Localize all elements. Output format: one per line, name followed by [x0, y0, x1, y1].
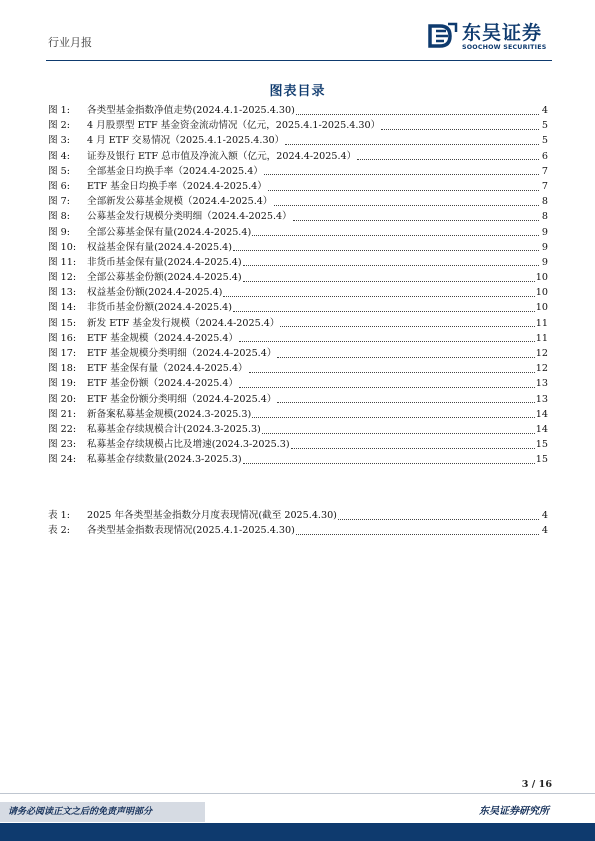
dot-leader	[239, 334, 535, 342]
table-title: 2025 年各类型基金指数分月度表现情况(截至 2025.4.30)	[87, 510, 337, 521]
figure-label: 图 23:	[48, 439, 77, 451]
dot-leader	[277, 395, 534, 403]
figure-page-number: 11	[535, 332, 548, 344]
dot-leader	[268, 183, 539, 191]
figure-label: 图 9:	[48, 226, 70, 238]
figure-entry[interactable]	[48, 194, 548, 209]
table-title: 各类型基金指数表现情况(2025.4.1-2025.4.30)	[87, 525, 295, 537]
figure-entry[interactable]	[48, 392, 548, 407]
figure-page-number: 4	[541, 105, 548, 116]
figure-entry[interactable]	[48, 118, 548, 133]
table-list	[48, 508, 548, 538]
dot-leader	[296, 107, 539, 115]
dot-leader	[293, 213, 539, 221]
figure-page-number: 7	[541, 180, 548, 192]
table-page-number: 4	[541, 525, 548, 537]
dot-leader	[239, 380, 535, 388]
figure-page-number: 15	[535, 454, 548, 466]
table-label: 表 1:	[48, 510, 70, 521]
figure-title: 非货币基金份额(2024.4-2025.4)	[87, 302, 233, 314]
disclaimer-notice: 请务必阅读正文之后的免责声明部分	[0, 802, 205, 822]
figure-page-number: 6	[541, 150, 548, 162]
figure-entry[interactable]	[48, 255, 548, 270]
figure-label: 图 14:	[48, 302, 77, 314]
figure-entry[interactable]	[48, 346, 548, 361]
figure-page-number: 13	[535, 378, 548, 390]
table-page-number: 4	[541, 510, 548, 521]
figure-entry[interactable]	[48, 225, 548, 240]
figure-page-number: 5	[541, 120, 548, 132]
figure-label: 图 16:	[48, 332, 77, 344]
figure-title: 权益基金保有量(2024.4-2025.4)	[87, 241, 233, 253]
figure-entry[interactable]	[48, 179, 548, 194]
report-category: 行业月报	[48, 36, 92, 49]
table-label: 表 2:	[48, 525, 70, 537]
figure-label: 图 4:	[48, 150, 70, 162]
figure-title: 私募基金存续数量(2024.3-2025.3)	[87, 454, 242, 466]
figure-entry[interactable]	[48, 240, 548, 255]
figure-page-number: 10	[535, 302, 548, 314]
header-divider	[46, 60, 552, 61]
figure-page-number: 12	[535, 348, 548, 359]
figure-page-number: 9	[541, 241, 548, 253]
dot-leader	[381, 122, 539, 130]
figure-label: 图 21:	[48, 408, 77, 420]
figure-entry[interactable]	[48, 452, 548, 467]
company-logo	[426, 18, 566, 58]
figure-entry[interactable]	[48, 437, 548, 452]
figure-label: 图 3:	[48, 135, 70, 147]
logo-chinese-name: 东吴证券	[462, 22, 543, 44]
figure-page-number: 9	[541, 226, 548, 238]
dot-leader	[252, 410, 535, 418]
figure-title: 证券及银行 ETF 总市值及净流入额（亿元，2024.4-2025.4）	[87, 150, 357, 162]
dot-leader	[252, 228, 539, 236]
institute-name: 东吴证券研究所	[479, 806, 549, 817]
figure-label: 图 2:	[48, 120, 70, 132]
figure-entry[interactable]	[48, 164, 548, 179]
dot-leader	[249, 365, 535, 373]
figure-title: 新备案私募基金规模(2024.3-2025.3)	[87, 408, 252, 420]
dot-leader	[338, 512, 539, 520]
figure-title: ETF 基金规模（2024.4-2025.4）	[87, 332, 239, 344]
figure-label: 图 20:	[48, 393, 77, 405]
logo-mark-icon	[426, 20, 458, 52]
figure-title: ETF 基金规模分类明细（2024.4-2025.4）	[87, 348, 277, 359]
figure-entry[interactable]	[48, 422, 548, 437]
logo-english-name: SOOCHOW SECURITIES	[462, 44, 547, 51]
figure-title: 全部公募基金份额(2024.4-2025.4)	[87, 272, 242, 284]
figure-title: ETF 基金保有量（2024.4-2025.4）	[87, 363, 248, 375]
figure-label: 图 22:	[48, 423, 77, 435]
figure-entry[interactable]	[48, 300, 548, 315]
figure-title: 私募基金存续规模占比及增速(2024.3-2025.3)	[87, 439, 290, 451]
figure-page-number: 8	[541, 211, 548, 223]
page-number: 3 / 16	[521, 779, 552, 790]
figure-entry[interactable]	[48, 285, 548, 300]
figure-page-number: 14	[535, 423, 548, 435]
figure-page-number: 14	[535, 408, 548, 420]
figure-title: 4 月股票型 ETF 基金资金流动情况（亿元，2025.4.1-2025.4.30）	[87, 120, 381, 132]
figure-entry[interactable]	[48, 376, 548, 391]
figure-page-number: 9	[541, 256, 548, 268]
figure-label: 图 10:	[48, 241, 77, 253]
toc-title: 图表目录	[269, 84, 326, 99]
figure-title: 新发 ETF 基金发行规模（2024.4-2025.4）	[87, 317, 280, 329]
dot-leader	[223, 289, 534, 297]
figure-label: 图 19:	[48, 378, 77, 390]
dot-leader	[280, 319, 534, 327]
figure-entry[interactable]	[48, 209, 548, 224]
figure-entry[interactable]	[48, 331, 548, 346]
figure-title: 全部公募基金保有量(2024.4-2025.4)	[87, 226, 252, 238]
figure-page-number: 8	[541, 196, 548, 208]
dot-leader	[243, 456, 535, 464]
figure-label: 图 18:	[48, 363, 77, 375]
figure-page-number: 12	[535, 363, 548, 375]
figure-page-number: 11	[535, 317, 548, 329]
figure-label: 图 6:	[48, 180, 70, 192]
figure-label: 图 8:	[48, 211, 70, 223]
dot-leader	[296, 527, 539, 535]
figure-title: 各类型基金指数净值走势(2024.4.1-2025.4.30)	[87, 105, 295, 116]
dot-leader	[291, 441, 535, 449]
figure-list	[48, 103, 548, 468]
figure-title: ETF 基金日均换手率（2024.4-2025.4）	[87, 180, 267, 192]
figure-page-number: 13	[535, 393, 548, 405]
dot-leader	[243, 274, 535, 282]
figure-entry[interactable]	[48, 361, 548, 376]
figure-entry[interactable]	[48, 103, 548, 118]
figure-label: 图 13:	[48, 287, 77, 299]
figure-page-number: 10	[535, 287, 548, 299]
figure-entry[interactable]	[48, 149, 548, 164]
figure-title: 全部新发公募基金规模（2024.4-2025.4）	[87, 196, 273, 208]
figure-label: 图 12:	[48, 272, 77, 284]
dot-leader	[277, 350, 534, 358]
dot-leader	[243, 258, 539, 266]
figure-page-number: 7	[541, 165, 548, 177]
dot-leader	[357, 152, 539, 160]
figure-label: 图 7:	[48, 196, 70, 208]
footer-bar	[0, 823, 595, 841]
figure-label: 图 11:	[48, 256, 77, 268]
dot-leader	[233, 304, 535, 312]
table-entry[interactable]	[48, 523, 548, 538]
figure-entry[interactable]	[48, 270, 548, 285]
figure-title: 私募基金存续规模合计(2024.3-2025.3)	[87, 423, 261, 435]
table-entry[interactable]	[48, 508, 548, 523]
figure-page-number: 15	[535, 439, 548, 451]
figure-title: 全部基金日均换手率（2024.4-2025.4）	[87, 165, 263, 177]
figure-label: 图 5:	[48, 165, 70, 177]
figure-label: 图 15:	[48, 317, 77, 329]
figure-title: 4 月 ETF 交易情况（2025.4.1-2025.4.30）	[87, 135, 285, 147]
figure-title: 公募基金发行规模分类明细（2024.4-2025.4）	[87, 211, 292, 223]
figure-title: 权益基金份额(2024.4-2025.4)	[87, 287, 223, 299]
figure-page-number: 10	[535, 272, 548, 284]
figure-entry[interactable]	[48, 316, 548, 331]
figure-title: 非货币基金保有量(2024.4-2025.4)	[87, 256, 242, 268]
figure-label: 图 1:	[48, 105, 70, 116]
footer-divider	[0, 793, 595, 794]
dot-leader	[264, 167, 539, 175]
dot-leader	[285, 137, 539, 145]
dot-leader	[262, 426, 535, 434]
figure-label: 图 17:	[48, 348, 77, 359]
figure-entry[interactable]	[48, 133, 548, 148]
figure-title: ETF 基金份额分类明细（2024.4-2025.4）	[87, 393, 277, 405]
figure-title: ETF 基金份额（2024.4-2025.4）	[87, 378, 239, 390]
figure-page-number: 5	[541, 135, 548, 147]
dot-leader	[233, 243, 539, 251]
figure-entry[interactable]	[48, 407, 548, 422]
dot-leader	[274, 198, 539, 206]
figure-label: 图 24:	[48, 454, 77, 466]
